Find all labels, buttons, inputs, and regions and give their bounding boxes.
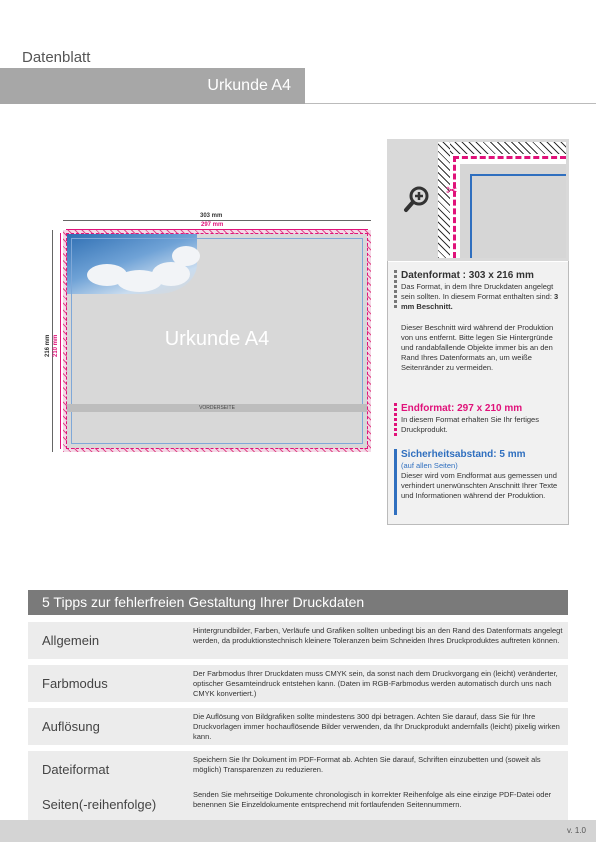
endformat-text: In diesem Format erhalten Sie Ihr fertiges Druckprodukt. [401, 415, 539, 434]
tip-row-aufloesung [28, 708, 568, 745]
tip-row-dateiformat [28, 751, 568, 788]
tips-title: 5 Tipps zur fehlerfreien Gestaltung Ihrer Druckdaten [42, 594, 365, 610]
sicherheit-marker [394, 449, 397, 515]
datenformat-note: Dieser Beschnitt wird während der Produktion von uns entfernt. Bitte legen Sie Hintergründe und randabfallende Objekte immer bis an den Rand Ihres Datenformats an, um weiße Seitenränder zu vermeiden. [401, 323, 554, 372]
datenformat-heading: Datenformat : 303 x 216 mm [401, 270, 534, 281]
zoom-bleed-left [438, 142, 450, 258]
front-side-label: VORDERSEITE [199, 405, 235, 411]
sicherheit-text: Dieser wird vom Endformat aus gemessen und verhindert unerwünschten Anschnitt Ihrer Texte und Informationen während der Produktion. [401, 471, 558, 500]
tip-text: Der Farbmodus Ihrer Druckdaten muss CMYK sein, da sonst nach dem Druckvorgang ein (leicht) veränderter, optischer Gesamteindruck entstehen kann. (Daten im RGB-Farbmodus werden automatisch durch uns nach CMYK konvertiert.) [193, 669, 558, 698]
tip-text: Senden Sie mehrseitige Dokumente chronologisch in korrekter Reihenfolge als eine einzige PDF-Datei oder benennen Sie Einzeldokumente entsprechend mit fortlaufenden Seitennummern. [193, 790, 552, 809]
tip-label: Auflösung [42, 719, 100, 734]
zoom-trim-line [453, 156, 566, 258]
page-title: Urkunde A4 [207, 77, 291, 94]
datenblatt-tab: Datenblatt [8, 45, 118, 67]
tip-text: Speichern Sie Ihr Dokument im PDF-Format ab. Achten Sie darauf, Schriften einzubetten und (soweit als möglich) Transparenzen zu reduzieren. [193, 755, 541, 774]
width-data-line [63, 220, 371, 221]
width-data-label: 303 mm [200, 213, 223, 219]
header-divider [305, 103, 596, 104]
endformat-block [401, 403, 565, 435]
tip-row-allgemein [28, 622, 568, 659]
sicherheit-sub: (auf allen Seiten) [401, 461, 458, 470]
tip-label: Farbmodus [42, 676, 108, 691]
tip-row-farbmodus [28, 665, 568, 702]
endformat-marker [394, 403, 397, 436]
title-bar [0, 68, 305, 104]
scissors-icon: ✂ [446, 182, 458, 198]
sicherheit-heading: Sicherheitsabstand: 5 mm [401, 449, 526, 460]
datenformat-marker [394, 270, 397, 310]
footer-bar [0, 820, 596, 842]
tip-text: Die Auflösung von Bildgrafiken sollte mindestens 300 dpi betragen. Achten Sie darauf, dass Sie für Ihre Druckvorlagen immer hochauflösende Bilder verwenden, da Ihr Druckprodukt andernfalls (leicht) pixelig wirken kann. [193, 712, 560, 741]
tip-row-seiten [28, 786, 568, 823]
height-final-line [60, 233, 61, 449]
datenformat-text: Das Format, in dem Ihre Druckdaten angelegt sein sollten. In diesem Format enthalten sind: 3 mm Beschnitt. [401, 282, 559, 311]
datenformat-block [401, 270, 565, 373]
tip-label: Allgemein [42, 633, 100, 648]
tip-text: Hintergrundbilder, Farben, Verläufe und Grafiken sollten unbedingt bis an den Rand des Datenformats angelegt werden, da produktionstechnisch kleinere Toleranzen beim Schneiden Ihres Druckproduktes auftreten können. [193, 626, 563, 645]
artwork-title: Urkunde A4 [164, 328, 270, 350]
height-final-label: 210 mm [53, 334, 59, 357]
tip-label: Dateiformat [42, 762, 110, 777]
height-data-label: 216 mm [45, 334, 51, 357]
version-label: v. 1.0 [567, 826, 586, 835]
endformat-heading: Endformat: 297 x 210 mm [401, 403, 523, 414]
magnifier-icon [403, 185, 431, 213]
zoom-bleed-top [438, 142, 566, 154]
tip-label: Seiten(-reihenfolge) [42, 797, 157, 812]
sicherheit-block [401, 449, 565, 501]
width-final-label: 297 mm [201, 222, 224, 228]
tips-header [28, 590, 568, 615]
